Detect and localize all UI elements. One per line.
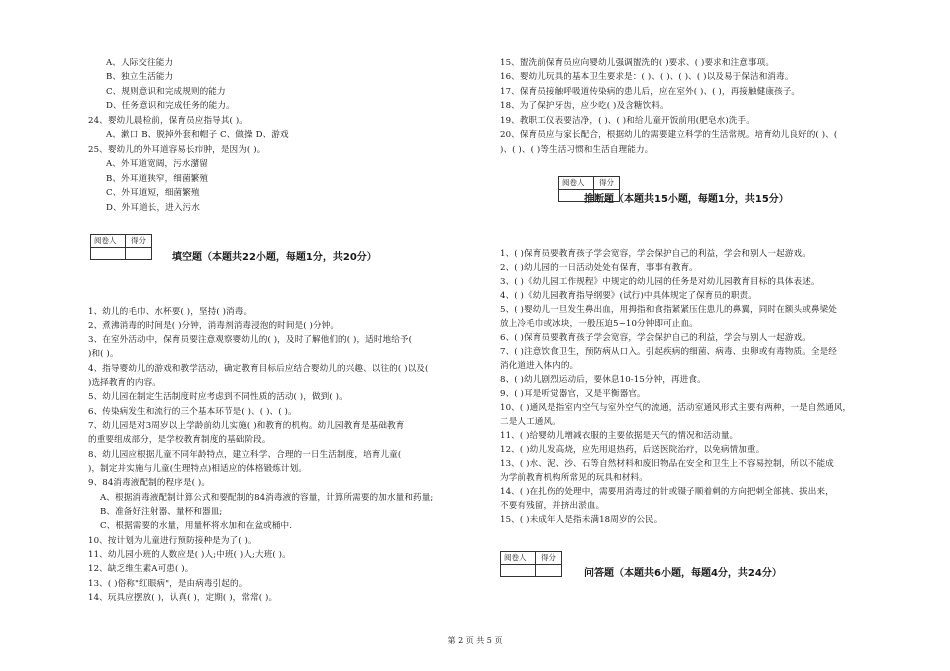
judgement-line: 7、( )注意饮食卫生，预防病从口入。引起疾病的细菌、病毒、虫卵或有毒物质。全是经 [500,347,837,357]
judgement-line: 不要有残留，并挤出淤血。 [500,501,605,511]
fill-blank-line: 7、幼儿园是对3周岁以上学龄前幼儿实施( )和教育的机构。幼儿园教育是基础教育 [88,421,405,431]
page-number: 第 2 页 共 5 页 [447,636,503,645]
fill-blank-line: 13、( )俗称"红眼病"，是由病毒引起的。 [88,579,248,589]
fill-blank-line: 1、幼儿的毛巾、水杯要( )，坚持( )消毒。 [88,307,253,317]
option-a: A、人际交往能力 [106,58,174,68]
section-title-judgement: 推断题（本题共15小题，每题1分，共15分） [584,194,789,205]
fill-blank-line: )，制定并实施与儿童(生理特点)相适应的体格锻炼计划。 [88,464,308,474]
option-b: B、独立生活能力 [106,72,174,82]
judgement-line: 1、( )保育员要教育孩子学会宽容，学会保护自己的利益，学会和别人一起游戏。 [500,249,811,259]
fill-blank-line: C、根据需要的水量，用量杯将水加和在盆或桶中. [100,521,293,531]
fill-blank-line: 3、在室外活动中，保育员要注意观察婴幼儿的( )，及时了解他们的( )，适时地给予( [88,335,413,345]
fill-blank-line: )、( )、( )等生活习惯和生活自理能力。 [500,145,654,155]
fill-blank-line: 10、按计划为儿童进行预防接种是为了( )。 [88,536,257,546]
judgement-line: 14、( )在扎伤的处理中，需要用消毒过的针或镊子顺着刺的方向把刺全部挑、拔出来， [500,487,834,497]
judgement-line: 放上冷毛巾或冰块，一般压迫5~10分钟即可止血。 [500,319,698,329]
option-d: D、任务意识和完成任务的能力。 [106,101,235,111]
fill-blank-line: B、准备好注射器、量杯和器皿; [100,507,223,517]
question-25-option-a: A、外耳道宽阔，污水潴留 [106,159,208,169]
question-25-option-c: C、外耳道短，细菌繁殖 [106,188,200,198]
question-24-options: A、漱口 B、脱掉外套和帽子 C、做操 D、游戏 [106,130,289,140]
fill-blank-line: 的重要组成部分，是学校教育制度的基础阶段。 [88,435,271,445]
score-label: 得分 [599,178,614,187]
fill-blank-line: )和( )。 [88,349,119,359]
judgement-line: 12、( )幼儿发高烧，应先用退热药，后送医院治疗，以免病情加重。 [500,445,765,455]
section-title-fill-blank: 填空题（本题共22小题，每题1分，共20分） [172,252,377,263]
score-box [90,234,152,260]
judgement-line: 5、( )婴幼儿一旦发生鼻出血，用拇指和食指紧紧压住患儿的鼻翼，同时在额头或鼻梁处 [500,305,837,315]
judgement-line: 二是人工通风。 [500,417,561,427]
judgement-line: 11、( )给婴幼儿增减衣服的主要依据是天气的情况和活动量。 [500,431,739,441]
judgement-line: 6、( )保育员要教育孩子学会宽容，学会保护自己的利益，学会与别人一起游戏。 [500,333,811,343]
judgement-line: 4、( )《幼儿园教育指导纲要》(试行)中具体规定了保育员的职责。 [500,291,757,301]
score-label: 得分 [541,553,556,562]
fill-blank-line: A、根据消毒液配制计算公式和要配制的84消毒液的容量，计算所需要的加水量和药量; [100,493,434,503]
fill-blank-line: )选择教育的内容。 [88,378,162,388]
fill-blank-line: 15、盥洗前保育员应向婴幼儿强调盥洗的( )要求、( )要求和注意事项。 [500,58,775,68]
fill-blank-line: 14、玩具应摆放( )，认真( )，定期( )，常常( )。 [88,593,278,603]
judgement-line: 9、( )耳是听觉器官，又是平衡器官。 [500,389,646,399]
score-label: 得分 [131,236,146,245]
judgement-line: 13、( )水、泥、沙、石等自然材料和废旧物品在安全和卫生上不容易控制，所以不能成 [500,459,834,469]
fill-blank-line: 2、煮沸消毒的时间是( )分钟，消毒剂消毒浸泡的时间是( )分钟。 [88,321,340,331]
fill-blank-line: 16、婴幼儿玩具的基本卫生要求是：( )、( )、( )、( )以及易于保洁和消毒。 [500,72,794,82]
fill-blank-line: 18、为了保护牙齿，应少吃( )及含糖饮料。 [500,101,669,111]
option-c: C、规则意识和完成规则的能力 [106,87,226,97]
question-25: 25、婴幼儿的外耳道容易长疖肿，是因为( )。 [88,145,266,155]
score-box [500,551,562,577]
fill-blank-line: 8、幼儿园应根据儿童不同年龄特点，建立科学、合理的一日生活制度，培育儿童( [88,450,402,460]
question-25-option-b: B、外耳道狭窄，细菌繁殖 [106,174,209,184]
reviewer-label: 阅卷人 [94,236,117,245]
judgement-line: 15、( )未成年人是指未满18周岁的公民。 [500,515,663,525]
fill-blank-line: 12、缺乏维生素A可患( )。 [88,564,194,574]
judgement-line: 消化道进入体内的。 [500,361,579,371]
fill-blank-line: 17、保育员接触呼吸道传染病的患儿后，应在室外( )、( )，再接触健康孩子。 [500,87,801,97]
judgement-line: 8、( )幼儿剧烈运动后，要休息10-15分钟，再进食。 [500,375,706,385]
question-25-option-d: D、外耳道长，进入污水 [106,203,200,213]
fill-blank-line: 20、保育员应与家长配合，根据幼儿的需要建立科学的生活常规。培育幼儿良好的( )、( [500,130,838,140]
reviewer-label: 阅卷人 [562,178,585,187]
reviewer-label: 阅卷人 [504,553,527,562]
fill-blank-line: 5、幼儿园在制定生活制度时应考虑到不同性质的活动( )，做到( )。 [88,392,348,402]
judgement-line: 3、( )《幼儿园工作规程》中规定的幼儿园的任务是对幼儿园教育目标的具体表述。 [500,277,820,287]
judgement-line: 为学前教育机构所常见的玩具和材料。 [500,473,648,483]
question-24: 24、婴幼儿晨检前，保育员应指导其( )。 [88,116,248,126]
judgement-line: 10、( )通风是指室内空气与室外空气的流通，活动室通风形式主要有两种，一是自然通风， [500,403,852,413]
fill-blank-line: 11、幼儿园小班的人数应是( )人;中班( )人;大班( )。 [88,550,291,560]
section-title-qa: 问答题（本题共6小题，每题4分，共24分） [584,568,782,579]
fill-blank-line: 4、指导婴幼儿的游戏和教学活动，确定教育目标后应结合婴幼儿的兴趣、以往的( )以及( [88,364,429,374]
fill-blank-line: 9、84消毒液配制的程序是( )。 [88,478,211,488]
judgement-line: 2、( )幼儿园的一日活动处处有保育，事事有教育。 [500,263,698,273]
fill-blank-line: 19、教职工仪表要洁净，( )、( )和给儿童开饭前用(肥皂水)洗手。 [500,116,755,126]
fill-blank-line: 6、传染病发生和流行的三个基本环节是( )、( )、( )。 [88,407,297,417]
